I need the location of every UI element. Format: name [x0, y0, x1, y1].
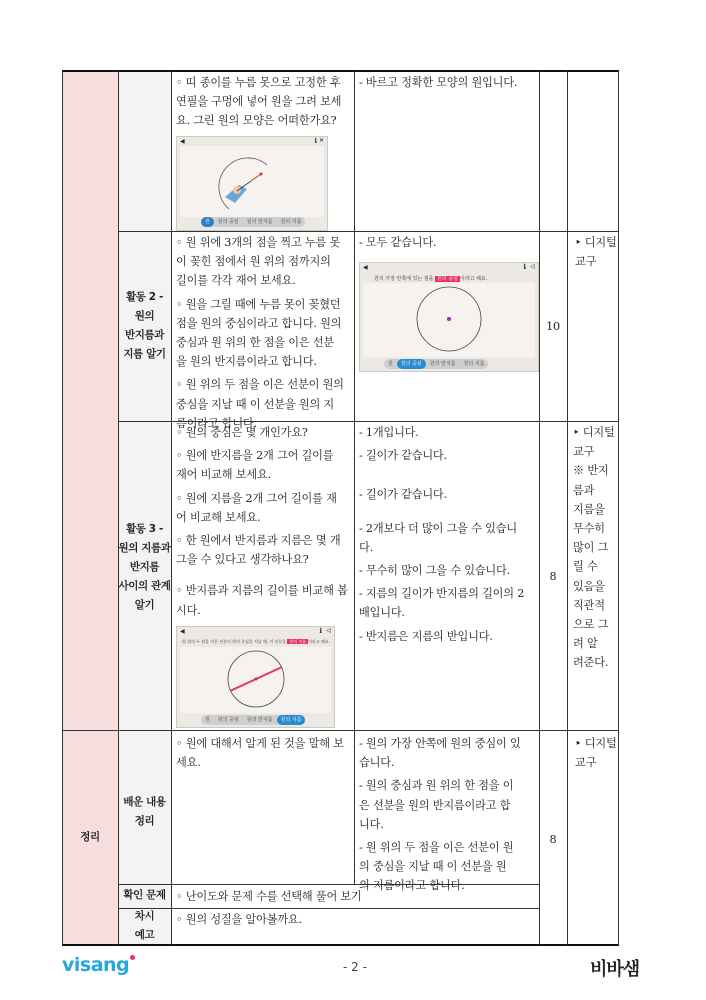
vivasam-logo — [590, 955, 639, 981]
tab-circle[interactable]: 원 — [201, 217, 214, 227]
row2-label-line: 활동 2 - — [126, 291, 163, 303]
row1-activity-line: 요. 그린 원의 모양은 어떠한가요? — [176, 114, 337, 128]
tab-circle[interactable]: 원 — [205, 717, 210, 723]
info-icon[interactable]: ℹ — [523, 263, 526, 271]
col-divider-2 — [171, 71, 172, 945]
row2-screenshot — [359, 262, 539, 372]
caption-text: 원의 가장 안쪽에 있는 점을 — [374, 276, 434, 282]
row3-screenshot — [176, 626, 335, 728]
row2-activity-line: 점을 원의 중심이라고 합니다. 원의 — [176, 316, 342, 330]
check-text: ◦ 난이도와 문제 수를 선택해 풀어 보기 — [176, 890, 362, 903]
vivasam-logo-text: 비바샘 — [590, 959, 640, 980]
col-divider-4 — [539, 71, 540, 945]
row2-activity-line: 길이를 각각 재어 보세요. — [176, 274, 296, 288]
caption-text: 이라고 해요. — [308, 639, 331, 644]
row3-label-line: 알기 — [134, 599, 155, 611]
row3-response-line: - 1개입니다. — [359, 426, 419, 439]
row3-label-line: 반지름 — [129, 561, 160, 573]
row2-activity-line: ◦ 원 위에 3개의 점을 찍고 누름 못 — [176, 236, 341, 249]
row2-note: ‣ 디지털교구 — [575, 236, 617, 269]
row3-activity-line: 그을 수 있다고 생각하나요? — [176, 553, 309, 567]
info-icon[interactable]: ℹ — [314, 137, 317, 145]
caption-text: 원 위의 두 점을 이은 선분이 원의 중심을 지날 때, 이 선분을 — [182, 639, 287, 644]
row2-activity-line: ◦ 원 위의 두 점을 이은 선분이 원의 — [176, 378, 344, 392]
row3-activity-line: ◦ 원의 중심은 몇 개인가요? — [176, 426, 308, 439]
row3-responses — [359, 423, 539, 650]
row3-label-line: 사이의 관계 — [118, 580, 171, 592]
row3-note-line: 으로 그려 알 — [573, 618, 609, 651]
logo-dot-icon — [130, 955, 135, 960]
table-right-border — [618, 71, 619, 945]
summary-response-line: - 원의 가장 안쪽에 원의 중심이 있 — [359, 737, 521, 750]
summary-response-line: 의 중심을 지날 때 이 선분을 원 — [359, 860, 507, 874]
section-label: 정리 — [80, 831, 100, 843]
preview-text: ◦ 원의 성질을 알아볼까요. — [176, 913, 302, 926]
row3-note — [573, 423, 618, 673]
visang-logo — [62, 954, 129, 976]
row-divider-3 — [62, 730, 619, 731]
tab-radius[interactable]: 원의 반지름 — [246, 219, 273, 225]
preview-label-line: 차시 — [134, 910, 155, 922]
row3-activity-line: ◦ 반지름과 지름의 길이를 비교해 봅 — [176, 584, 348, 598]
back-icon[interactable]: ◀ — [180, 138, 185, 145]
row3-note-line: 려준다. — [573, 656, 609, 670]
summary-response-line: 의 지름이라고 합니다. — [359, 879, 465, 893]
col-divider-5 — [567, 71, 568, 945]
tab-diameter[interactable]: 원의 지름 — [463, 361, 485, 367]
summary-sub-line: 정리 — [134, 815, 155, 827]
sound-icon[interactable]: ◁ — [530, 263, 535, 270]
row2-activity-line: 이 꽂힌 점에서 원 위의 점까지의 — [176, 255, 331, 269]
row3-activity-line: 어 비교해 보세요. — [176, 510, 261, 524]
summary-sub-line: 배운 내용 — [123, 796, 166, 808]
sound-icon[interactable]: ◁ — [326, 627, 331, 634]
caption-highlight: 원의 중심 — [437, 276, 459, 282]
visang-logo-text: visang — [62, 954, 130, 976]
row3-response-line: - 지름의 길이가 반지름의 길이의 2 — [359, 587, 525, 601]
tab-radius[interactable]: 원의 반지름 — [246, 717, 273, 723]
table-top-border — [62, 70, 619, 72]
tab-bar — [201, 715, 305, 725]
row2-activity-line: 중심과 원 위의 한 점을 이은 선분 — [176, 336, 335, 350]
tab-radius[interactable]: 원의 반지름 — [429, 361, 456, 367]
row2-activity-line: 중심을 지날 때 이 선분을 원의 지 — [176, 397, 335, 411]
tab-bar — [201, 217, 305, 227]
col-divider-3 — [354, 71, 355, 884]
summary-response-line: 습니다. — [359, 756, 395, 770]
tab-center[interactable]: 원의 중심 — [217, 717, 239, 723]
row1-activity — [176, 73, 354, 131]
row3-label — [118, 520, 171, 615]
row2-activity-line: 름이라고 합니다. — [176, 416, 257, 430]
row3-activity-line: ◦ 원에 지름을 2개 그어 길이를 재 — [176, 491, 337, 505]
row3-note-line: 지름을 무수히 — [573, 502, 605, 536]
summary-response-line: 은 선분을 원의 반지름이라고 합 — [359, 798, 511, 812]
row3-label-line: 활동 3 - — [126, 523, 163, 535]
page-number: - 2 - — [343, 960, 367, 974]
row3-label-line: 원의 지름과 — [118, 542, 171, 554]
circle-drawing — [177, 627, 334, 727]
circle-drawing — [360, 263, 538, 371]
row3-note-line: 많이 그릴 수 — [573, 541, 609, 574]
row-divider-1 — [118, 231, 619, 232]
row2-label-line: 반지름과 — [125, 329, 164, 341]
summary-response-line: - 원 위의 두 점을 이은 선분이 원 — [359, 841, 514, 855]
row3-response-line: - 무수히 많이 그을 수 있습니다. — [359, 564, 511, 578]
sub-column-row1 — [118, 71, 171, 231]
row3-response-line: - 2개보다 더 많이 그을 수 있습니 — [359, 521, 517, 535]
tab-center[interactable]: 원의 중심 — [397, 359, 426, 369]
row1-activity-line: ◦ 띠 종이를 누름 못으로 고정한 후 — [176, 76, 341, 89]
row3-response-line: 다. — [359, 540, 373, 554]
row3-activity-line: 재어 비교해 보세요. — [176, 468, 271, 482]
row-divider-5 — [118, 908, 540, 909]
summary-activity-line: ◦ 원에 대해서 알게 된 것을 말해 보 — [176, 737, 344, 750]
table-left-border — [62, 71, 63, 945]
row1-response: - 바르고 정확한 모양의 원입니다. — [359, 76, 518, 89]
row3-note-line: 있음을 직관적 — [573, 579, 605, 612]
tab-center[interactable]: 원의 중심 — [217, 219, 239, 225]
row3-time: 8 — [549, 570, 557, 583]
row2-label-line: 원의 — [134, 310, 155, 322]
preview-label — [118, 907, 171, 945]
tab-diameter[interactable]: 원의 지름 — [280, 219, 302, 225]
row3-activity-line: ◦ 원에 반지름을 2개 그어 길이를 — [176, 449, 334, 463]
row1-screenshot — [176, 136, 328, 231]
row2-label — [118, 288, 171, 364]
tab-bar — [384, 359, 488, 369]
row3-response-line: - 길이가 같습니다. — [359, 449, 447, 463]
tab-diameter[interactable]: 원의 지름 — [277, 715, 306, 725]
check-label: 확인 문제 — [123, 889, 166, 901]
row3-note-line: ‣ 디지털교구 — [573, 426, 615, 459]
summary-sub-label — [118, 793, 171, 831]
info-icon[interactable]: ℹ — [319, 627, 322, 635]
section-column — [62, 71, 118, 945]
summary-activity — [176, 734, 354, 772]
row2-response: - 모두 같습니다. — [359, 236, 437, 249]
close-icon[interactable]: ✕ — [318, 137, 324, 144]
back-icon[interactable]: ◀ — [363, 264, 368, 271]
row3-response-line: 배입니다. — [359, 606, 405, 620]
row3-response-line: - 반지름은 지름의 반입니다. — [359, 629, 493, 643]
row3-activity — [176, 423, 354, 624]
summary-response-line: - 원의 중심과 원 위의 한 점을 이 — [359, 779, 514, 793]
summary-responses — [359, 734, 539, 900]
caption-text: 이라고 해요. — [460, 276, 488, 282]
row3-note-line: ※ 반지름과 — [573, 464, 609, 497]
row3-activity-line: 시다. — [176, 603, 201, 617]
row2-activity-line: ◦ 원을 그릴 때에 누름 못이 꽂혔던 — [176, 297, 341, 311]
summary-note: ‣ 디지털교구 — [575, 737, 617, 770]
row2-activity-line: 을 원의 반지름이라고 합니다. — [176, 355, 317, 369]
row3-activity-line: ◦ 한 원에서 반지름과 지름은 몇 개 — [176, 534, 341, 548]
row2-label-line: 지름 알기 — [123, 348, 166, 360]
row2-time: 10 — [546, 320, 560, 333]
row1-activity-line: 연필을 구멍에 넣어 원을 그려 보세 — [176, 95, 342, 109]
caption-highlight: 원의 지름 — [289, 639, 307, 644]
row3-response-line: - 길이가 같습니다. — [359, 488, 447, 502]
summary-response-line: 니다. — [359, 817, 384, 831]
back-icon[interactable]: ◀ — [180, 628, 185, 635]
summary-activity-line: 세요. — [176, 756, 201, 770]
preview-label-line: 예고 — [134, 929, 155, 941]
row2-activity — [176, 233, 354, 437]
tab-circle[interactable]: 원 — [388, 361, 393, 367]
summary-time: 8 — [549, 833, 557, 846]
